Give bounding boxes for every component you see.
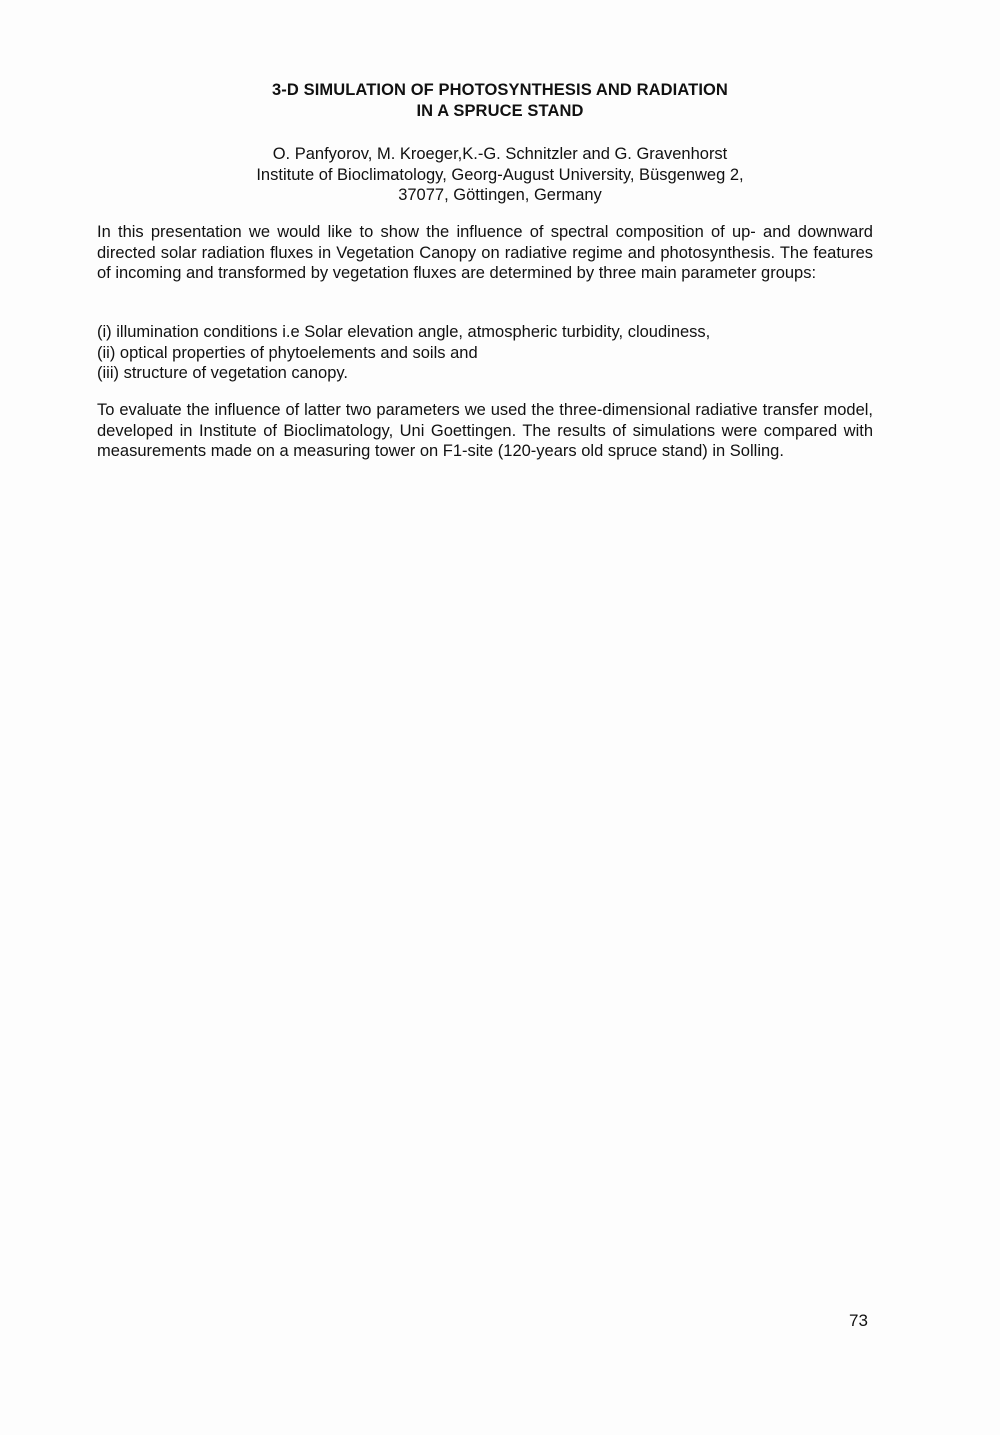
list-item: (iii) structure of vegetation canopy. <box>97 364 348 382</box>
paragraph-method: To evaluate the influence of latter two parameters we used the three-dimensional radiative transfer model, developed in Institute of Bioclimatology, Uni Goettingen. The results of simulations were compared with measurements made on a measuring tower on F1-site (120-years old spruce stand) in Solling. <box>97 401 873 460</box>
page-number: 73 <box>849 1311 868 1330</box>
list-item: (i) illumination conditions i.e Solar elevation angle, atmospheric turbidity, cloudiness, <box>97 323 711 341</box>
affiliation-line-2: 37077, Göttingen, Germany <box>398 186 602 204</box>
parameter-list <box>97 322 873 384</box>
paragraph-intro: In this presentation we would like to show the influence of spectral composition of up- and downward directed solar radiation fluxes in Vegetation Canopy on radiative regime and photosynthesis. The features of incoming and transformed by vegetation fluxes are determined by three main parameter groups: <box>97 223 873 282</box>
author-names: O. Panfyorov, M. Kroeger,K.-G. Schnitzler and G. Gravenhorst <box>272 145 728 163</box>
affiliation-line-1: Institute of Bioclimatology, Georg-August University, Büsgenweg 2, <box>256 165 744 184</box>
authors-block <box>0 144 1000 206</box>
title-line-2: IN A SPRUCE STAND <box>416 102 584 120</box>
list-item: (ii) optical properties of phytoelements and soils and <box>97 343 478 362</box>
document-title <box>0 80 1000 122</box>
title-line-1: 3-D SIMULATION OF PHOTOSYNTHESIS AND RADIATION <box>272 81 728 99</box>
